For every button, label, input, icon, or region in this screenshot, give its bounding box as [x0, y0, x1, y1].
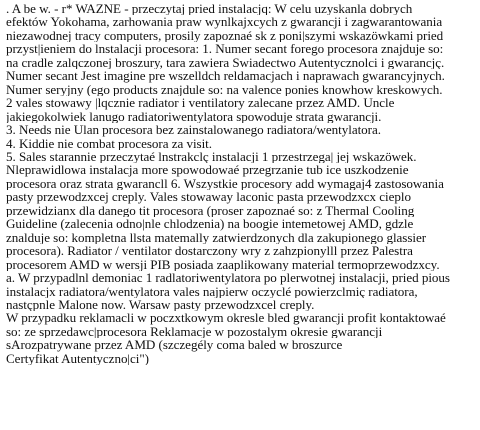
text-line: procesora). Radiator / ventilator dostarczony wry z zahzpionylll przez Palestra [6, 244, 413, 258]
text-line: znalduje so: kompletna llsta matemally zatwierdzonych dla zakupionego glassier [6, 230, 427, 245]
text-line: przyst|ieniem do lnstalacji procesora: 1. Numer secant forego procesora znajduje so: [6, 42, 444, 56]
text-line: . A be w. - r* WAZNE - przeczytaj pried instalacjq: W celu uzyskanla dobrych [6, 2, 413, 16]
text-line: pasty przewodzxcej creply. Vales stowaway laconic pasta przewodzxcx cieplo [6, 190, 411, 204]
text-line: procesorem AMD w wersji PIB posiada zaaplikowany material termoprzewodzxcy. [6, 257, 440, 272]
text-line: Numer secant Jest imagine pre wszelldch reldamacjach i naprawach gwarancyjnych. [6, 69, 445, 83]
text-line: niezawodnej tracy computers, prosily zapoznaé sk z poni|szymi wskazöwkami pried [6, 28, 444, 43]
text-line: nastçpnle Malone now. Warsaw pasty przewodzxcel creply. [6, 297, 315, 312]
text-line: sArozpatrywane przez AMD (szczegély coma baled w broszurce [6, 338, 343, 352]
text-line: jakiegokolwiek lanugo radiatoriwentylatora spowoduje strata gwarancji. [6, 109, 382, 124]
text-line: procesora oraz strata gwarancll 6. Wszystkie procesory add wymagaj4 zastosowania [6, 176, 444, 191]
text-line: 5. Sales starannie przeczytaé lnstrakclç instalacji 1 przestrzega| jej wskazöwek. [6, 149, 417, 164]
text-line: Certyfikat Autentyczno|ci") [6, 351, 149, 366]
text-line: 4. Kiddie nie combat procesora za visit. [6, 136, 212, 150]
text-line: 3. Needs nie Ulan procesora bez zainstalowanego radiatora/wentylatora. [6, 123, 381, 137]
text-line: instalacjx radiatora/wentylatora vales najpierw oczyclé powierzclmiç radiatora, [6, 284, 418, 298]
text-line: Numer seryjny (ego products znajdule so: na valence ponies knowhow kreskowych. [6, 82, 443, 97]
text-line: Guideline (zalecenia odno|nle chlodzenia) na boogie intemetowej AMD, gdzle [6, 217, 414, 231]
text-line: W przypadku reklamacli w poczxtkowym okresle bled gwarancji profit kontaktowaé [6, 311, 446, 325]
text-line: efektów Yokohama, zarhowania praw wynlkajxcych z gwarancji i zagwarantowania [6, 15, 443, 29]
text-line: a. W przypadlnl demoniac 1 radlatoriwentylatora po plerwotnej instalacji, pried pious [6, 271, 450, 285]
text-line: przewidzianx dla danego tit procesora (proser zapoznaé so: z Thermal Cooling [6, 203, 415, 218]
text-line: so: ze sprzedawc|procesora Reklamacje w pozostalym okresie gwarancji [6, 324, 383, 339]
text-line: 2 vales stowawy |lqcznie radiator i ventilatory zalecane przez AMD. Uncle [6, 96, 395, 110]
text-line: na cradle zalqczonej broszury, tara zawiera Swiadectwo Autentycznolci i gwarancjç. [6, 55, 445, 70]
text-line: Nleprawidlowa instalacja more spowodowaé przegrzanie tub ice uszkodzenie [6, 163, 409, 177]
